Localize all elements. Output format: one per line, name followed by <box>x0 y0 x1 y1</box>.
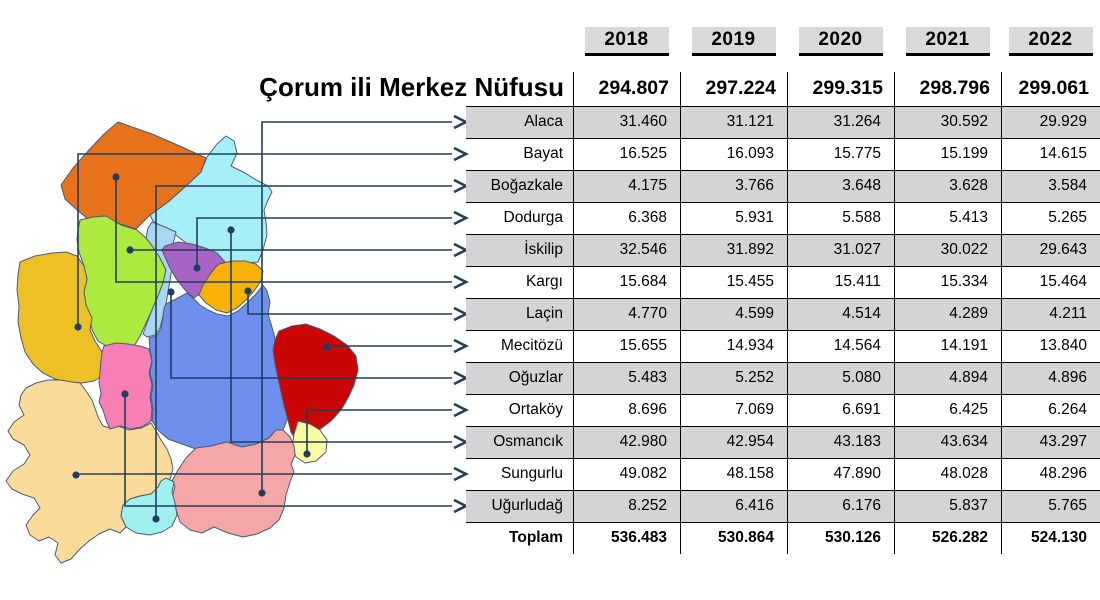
district-value-2019: 3.766 <box>680 171 787 202</box>
table-row-osmancik <box>466 426 1100 458</box>
district-value-2018: 15.655 <box>573 331 680 362</box>
year-header-2019: 2019 <box>692 27 776 56</box>
district-value-2022: 5.265 <box>1001 203 1100 234</box>
anchor-dot-sungurlu <box>72 471 79 478</box>
district-value-2018: 32.546 <box>573 235 680 266</box>
total-value-2018: 536.483 <box>573 523 680 554</box>
year-header-2022: 2022 <box>1009 27 1093 56</box>
district-value-2021: 15.199 <box>894 139 1001 170</box>
district-value-2020: 14.564 <box>787 331 894 362</box>
population-table <box>259 0 1100 600</box>
district-name: Uğurludağ <box>491 497 563 514</box>
district-name: Osmancık <box>493 433 563 450</box>
district-value-2021: 14.191 <box>894 331 1001 362</box>
arrowhead-icon-dodurga <box>454 212 466 224</box>
table-row-total <box>466 522 1100 554</box>
district-value-2020: 4.514 <box>787 299 894 330</box>
merkez-value-2021: 298.796 <box>894 72 1001 106</box>
arrowhead-icon-kargi <box>454 276 466 288</box>
district-value-2019: 16.093 <box>680 139 787 170</box>
merkez-value-2019: 297.224 <box>680 72 787 106</box>
district-value-2019: 5.252 <box>680 363 787 394</box>
district-value-2019: 42.954 <box>680 427 787 458</box>
anchor-dot-ortakoy <box>303 450 310 457</box>
arrowhead-icon-sungurlu <box>454 468 466 480</box>
district-value-2022: 5.765 <box>1001 491 1100 522</box>
table-row-oguzlar <box>466 362 1100 394</box>
table-row-alaca <box>466 106 1100 138</box>
arrowhead-icon-ortakoy <box>454 404 466 416</box>
anchor-dot-iskilip <box>126 246 133 253</box>
table-row-mecitozu <box>466 330 1100 362</box>
district-value-2018: 31.460 <box>573 107 680 138</box>
title-cell <box>259 72 573 106</box>
district-value-2020: 5.588 <box>787 203 894 234</box>
arrowhead-icon-bogazkale <box>454 180 466 192</box>
anchor-dot-bayat <box>74 323 81 330</box>
table-row-ortakoy <box>466 394 1100 426</box>
district-name: Dodurga <box>503 209 563 226</box>
table-row-ugurludag <box>466 490 1100 522</box>
district-value-2018: 8.252 <box>573 491 680 522</box>
arrowhead-icon-iskilip <box>454 244 466 256</box>
district-name: İskilip <box>524 241 563 258</box>
district-name: Ortaköy <box>508 401 563 418</box>
table-row-kargi <box>466 266 1100 298</box>
district-value-2022: 43.297 <box>1001 427 1100 458</box>
district-value-2020: 6.176 <box>787 491 894 522</box>
district-value-2021: 15.334 <box>894 267 1001 298</box>
district-value-2021: 3.628 <box>894 171 1001 202</box>
anchor-dot-bogazkale <box>152 515 159 522</box>
table-grid <box>259 72 1100 554</box>
anchor-dot-ugurludag <box>121 390 128 397</box>
district-value-2021: 30.592 <box>894 107 1001 138</box>
district-value-2019: 6.416 <box>680 491 787 522</box>
district-value-2021: 5.413 <box>894 203 1001 234</box>
district-name: Boğazkale <box>490 177 563 194</box>
arrowhead-icon-bayat <box>454 148 466 160</box>
district-value-2018: 4.770 <box>573 299 680 330</box>
district-value-2019: 48.158 <box>680 459 787 490</box>
district-value-2019: 5.931 <box>680 203 787 234</box>
arrowhead-icon-mecitozu <box>454 340 466 352</box>
anchor-dot-dodurga <box>193 264 200 271</box>
district-value-2022: 15.464 <box>1001 267 1100 298</box>
table-row-bayat <box>466 138 1100 170</box>
year-header-2021: 2021 <box>906 27 990 56</box>
district-value-2021: 43.634 <box>894 427 1001 458</box>
arrowhead-icon-osmancik <box>454 436 466 448</box>
district-value-2021: 48.028 <box>894 459 1001 490</box>
table-row-sungurlu <box>466 458 1100 490</box>
district-value-2021: 30.022 <box>894 235 1001 266</box>
arrowhead-icon-alaca <box>454 116 466 128</box>
total-value-2022: 524.130 <box>1001 523 1100 554</box>
year-header-2020: 2020 <box>799 27 883 56</box>
district-value-2020: 31.264 <box>787 107 894 138</box>
merkez-value-2018: 294.807 <box>573 72 680 106</box>
arrowhead-icon-lacin <box>454 308 466 320</box>
district-value-2021: 4.289 <box>894 299 1001 330</box>
anchor-dot-lacin <box>244 287 251 294</box>
district-value-2019: 7.069 <box>680 395 787 426</box>
anchor-dot-alaca <box>258 489 265 496</box>
district-value-2018: 4.175 <box>573 171 680 202</box>
district-value-2019: 31.121 <box>680 107 787 138</box>
district-shapes <box>6 122 358 563</box>
total-label: Toplam <box>509 529 563 546</box>
district-value-2020: 15.775 <box>787 139 894 170</box>
district-value-2022: 3.584 <box>1001 171 1100 202</box>
table-row-iskilip <box>466 234 1100 266</box>
district-name: Kargı <box>525 273 563 290</box>
district-value-2020: 31.027 <box>787 235 894 266</box>
district-name: Sungurlu <box>500 465 563 482</box>
district-value-2022: 6.264 <box>1001 395 1100 426</box>
district-value-2022: 4.896 <box>1001 363 1100 394</box>
district-name: Bayat <box>523 145 563 162</box>
table-row-lacin <box>466 298 1100 330</box>
district-value-2020: 3.648 <box>787 171 894 202</box>
total-value-2020: 530.126 <box>787 523 894 554</box>
district-name: Laçin <box>525 305 563 322</box>
district-value-2018: 8.696 <box>573 395 680 426</box>
district-value-2020: 47.890 <box>787 459 894 490</box>
district-value-2020: 15.411 <box>787 267 894 298</box>
anchor-dot-kargi <box>112 173 119 180</box>
district-value-2018: 6.368 <box>573 203 680 234</box>
district-value-2022: 48.296 <box>1001 459 1100 490</box>
district-value-2022: 29.929 <box>1001 107 1100 138</box>
district-value-2018: 15.684 <box>573 267 680 298</box>
leader-line-lacin <box>248 291 452 314</box>
district-value-2020: 6.691 <box>787 395 894 426</box>
district-value-2018: 16.525 <box>573 139 680 170</box>
district-value-2022: 14.615 <box>1001 139 1100 170</box>
district-value-2021: 5.837 <box>894 491 1001 522</box>
anchor-dot-osmancik <box>227 226 234 233</box>
arrowhead-icon-oguzlar <box>454 372 466 384</box>
total-value-2019: 530.864 <box>680 523 787 554</box>
merkez-value-2022: 299.061 <box>1001 72 1100 106</box>
district-value-2019: 4.599 <box>680 299 787 330</box>
title-row <box>259 72 1100 106</box>
district-name: Oğuzlar <box>508 369 563 386</box>
district-value-2019: 15.455 <box>680 267 787 298</box>
table-row-dodurga <box>466 202 1100 234</box>
district-value-2019: 14.934 <box>680 331 787 362</box>
district-value-2020: 43.183 <box>787 427 894 458</box>
total-value-2021: 526.282 <box>894 523 1001 554</box>
district-value-2022: 13.840 <box>1001 331 1100 362</box>
table-row-bogazkale <box>466 170 1100 202</box>
anchor-dot-mecitozu <box>323 343 330 350</box>
year-header-2018: 2018 <box>585 27 669 56</box>
district-value-2018: 49.082 <box>573 459 680 490</box>
district-value-2022: 4.211 <box>1001 299 1100 330</box>
district-value-2018: 42.980 <box>573 427 680 458</box>
district-name: Alaca <box>524 113 563 130</box>
merkez-value-2020: 299.315 <box>787 72 894 106</box>
district-value-2020: 5.080 <box>787 363 894 394</box>
anchor-dot-oguzlar <box>167 288 174 295</box>
district-name: Mecitözü <box>500 337 563 354</box>
district-value-2019: 31.892 <box>680 235 787 266</box>
district-value-2022: 29.643 <box>1001 235 1100 266</box>
page-title: Çorum ili Merkez Nüfusu <box>259 72 564 102</box>
district-value-2018: 5.483 <box>573 363 680 394</box>
district-value-2021: 6.425 <box>894 395 1001 426</box>
arrowhead-icon-ugurludag <box>454 500 466 512</box>
district-value-2021: 4.894 <box>894 363 1001 394</box>
